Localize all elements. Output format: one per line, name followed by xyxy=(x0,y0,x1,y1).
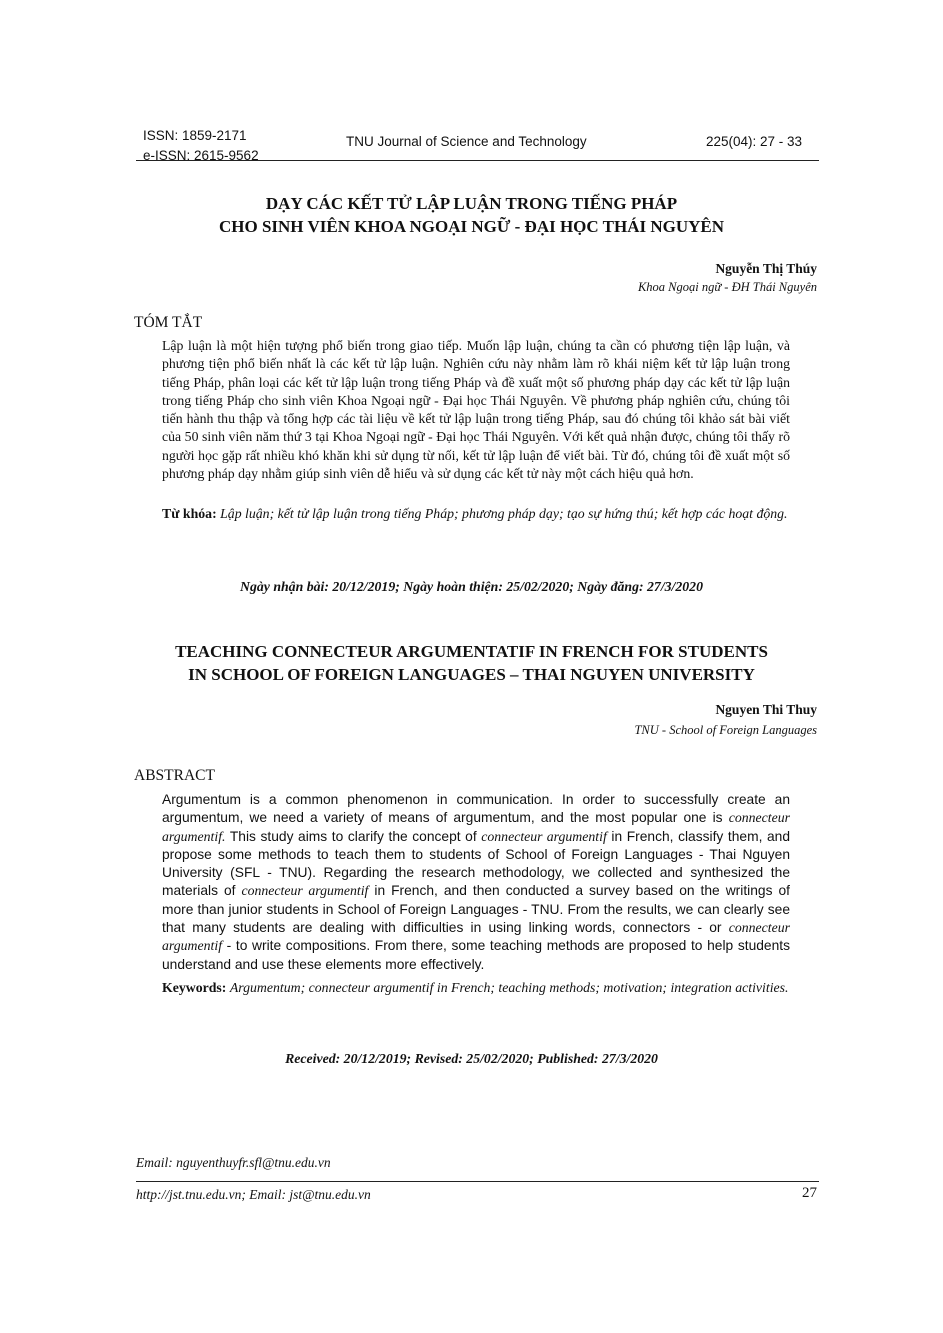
en-abstract-heading: ABSTRACT xyxy=(134,767,215,784)
vi-dates: Ngày nhận bài: 20/12/2019; Ngày hoàn thiện: 25/02/2020; Ngày đăng: 27/3/2020 xyxy=(240,579,703,594)
issn: ISSN: 1859-2171 xyxy=(143,128,247,143)
en-abstract-text xyxy=(162,791,790,974)
en-dates: Received: 20/12/2019; Revised: 25/02/2020; Published: 27/3/2020 xyxy=(285,1051,658,1066)
footer-links: http://jst.tnu.edu.vn; Email: jst@tnu.edu.vn xyxy=(136,1187,371,1202)
en-affiliation: TNU - School of Foreign Languages xyxy=(634,723,817,737)
vi-abstract-heading: TÓM TẮT xyxy=(134,314,203,331)
en-title xyxy=(120,640,823,686)
en-abstract-part: in French, and then conducted a survey based on the writings of more than junior students in School of Foreign Languages - TNU. From the results, we can clearly see that many students are dealing with difficulties in using linking words, connectors - or xyxy=(162,883,790,936)
en-abstract-part: - to write compositions. From there, some teaching methods are proposed to help students understand and use these elements more effectively. xyxy=(162,938,790,972)
vi-author: Nguyễn Thị Thúy xyxy=(715,261,817,276)
en-keywords xyxy=(162,978,790,997)
en-abstract-part: Argumentum is a common phenomenon in communication. In order to successfully create an argumentum, we need a variety of means of argumentum, and the most popular one is xyxy=(162,792,790,826)
vi-title xyxy=(120,192,823,238)
vi-title-line-2: CHO SINH VIÊN KHOA NGOẠI NGỮ - ĐẠI HỌC THÁI NGUYÊN xyxy=(218,217,725,236)
en-title-line-2: IN SCHOOL OF FOREIGN LANGUAGES – THAI NGUYEN UNIVERSITY xyxy=(188,665,755,684)
vi-keywords-text: Lập luận; kết tử lập luận trong tiếng Pháp; phương pháp dạy; tạo sự hứng thú; kết hợp các hoạt động. xyxy=(220,506,788,521)
en-title-line-1: TEACHING CONNECTEUR ARGUMENTATIF IN FRENCH FOR STUDENTS xyxy=(175,642,768,661)
journal-name: TNU Journal of Science and Technology xyxy=(346,134,587,149)
vi-keywords-label: Từ khóa: xyxy=(162,506,217,521)
vi-keywords xyxy=(162,504,790,523)
en-abstract-part: This study aims to clarify the concept of xyxy=(225,828,482,844)
en-abstract-part: in French, classify them, and propose some methods to teach them to students of School of Foreign Languages - Thai Nguyen University (SFL - TNU). Regarding the research methodology, we collected and synthesized the materials of xyxy=(162,828,791,899)
header-divider xyxy=(136,160,819,161)
en-keywords-label: Keywords: xyxy=(162,980,227,995)
footer-divider xyxy=(136,1181,819,1182)
en-keywords-text: Argumentum; connecteur argumentif in French; teaching methods; motivation; integration activities. xyxy=(229,980,789,995)
en-author: Nguyen Thi Thuy xyxy=(715,702,817,717)
eissn: e-ISSN: 2615-9562 xyxy=(143,148,259,163)
en-abstract-term: connecteur argumentif xyxy=(162,920,790,954)
volume-pages: 225(04): 27 - 33 xyxy=(706,134,803,149)
page-number: 27 xyxy=(802,1185,817,1201)
author-email: Email: nguyenthuyfr.sfl@tnu.edu.vn xyxy=(136,1155,331,1170)
vi-abstract-text: Lập luận là một hiện tượng phổ biến trong giao tiếp. Muốn lập luận, chúng ta cần có phương tiện lập luận, và phương tiện phổ biến nhất là các kết tử lập luận. Nghiên cứu này nhằm làm rõ khái niệm kết tử lập luận trong tiếng Pháp, phân loại các kết tử lập luận trong tiếng Pháp và đề xuất một số phương pháp dạy các kết tử lập luận trong tiếng Pháp cho sinh viên Khoa Ngoại ngữ - Đại học Thái Nguyên. Về phương pháp nghiên cứu, chúng tôi tiến hành thu thập và tổng hợp các tài liệu về kết tử lập luận trong tiếng Pháp, sau đó chúng tôi khảo sát bài viết của 50 sinh viên năm thứ 3 tại Khoa Ngoại ngữ - Đại học Thái Nguyên. Với kết quả nhận được, chúng tôi thấy rõ người học gặp rất nhiều khó khăn khi sử dụng từ nối, kết tử lập luận để viết bài. Từ đó, chúng tôi đề xuất một số phương pháp dạy nhằm giúp sinh viên dễ hiểu và sử dụng các kết tử này một cách hiệu quả hơn. xyxy=(162,338,790,482)
en-abstract-term: connecteur argumentif xyxy=(481,828,607,844)
en-abstract-term: connecteur argumentif. xyxy=(162,810,790,844)
en-abstract-term: connecteur argumentif xyxy=(241,883,369,899)
vi-affiliation: Khoa Ngoại ngữ - ĐH Thái Nguyên xyxy=(637,280,817,294)
vi-title-line-1: DẠY CÁC KẾT TỬ LẬP LUẬN TRONG TIẾNG PHÁP xyxy=(265,194,678,213)
